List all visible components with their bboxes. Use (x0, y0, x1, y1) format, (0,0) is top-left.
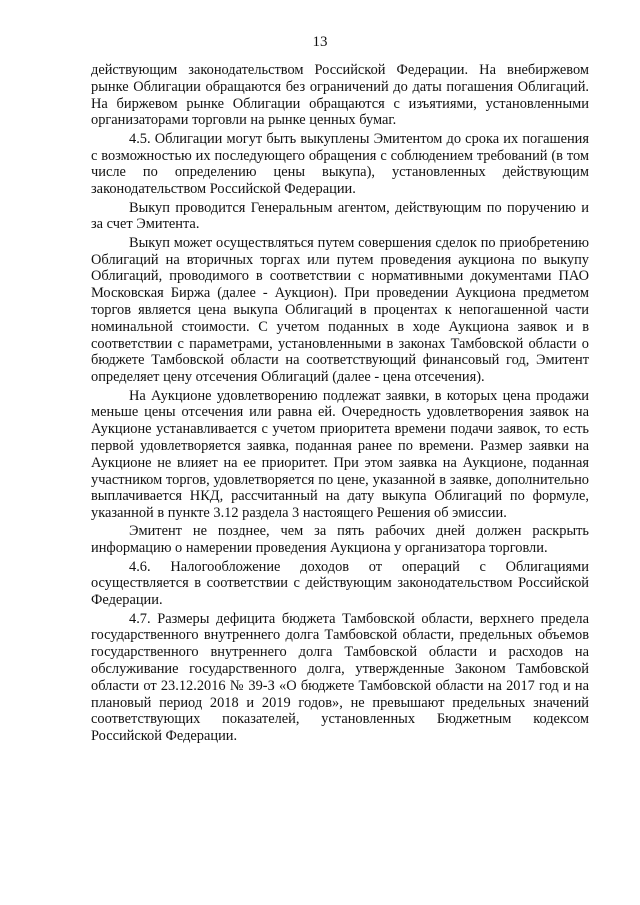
paragraph-auction-orders: На Аукционе удовлетворению подлежат заявки, в которых цена продажи меньше цены отсечения или равна ей. Очередность удовлетворения заявок на Аукционе устанавливается с учетом приоритета времени подачи заявок, то есть первой удовлетворяется заявка, поданная ранее по времени. Размер заявки на Аукционе не влияет на ее приоритет. При этом заявка на Аукционе, поданная участником торгов, удовлетворяется по цене, указанной в заявке, дополнительно выплачивается НКД, рассчитанный на дату выкупа Облигаций по формуле, указанной в пункте 3.12 раздела 3 настоящего Решения об эмиссии. (91, 387, 589, 522)
paragraph-buyback-methods: Выкуп может осуществляться путем совершения сделок по приобретению Облигаций на вторичных торгах или путем проведения аукциона по выкупу Облигаций, проводимого в соответствии с нормативными документами ПАО Московская Биржа (далее - Аукцион). При проведении Аукциона предметом торгов является цена выкупа Облигаций в процентах к непогашенной части номинальной стоимости. С учетом поданных в ходе Аукциона заявок и в соответствии с параметрами, установленными в законах Тамбовской области о бюджете Тамбовской области на соответствующий финансовый год, Эмитент определяет цену отсечения Облигаций (далее - цена отсечения). (91, 234, 589, 386)
document-body (91, 62, 589, 747)
page-number: 13 (312, 34, 328, 50)
paragraph-4-7: 4.7. Размеры дефицита бюджета Тамбовской области, верхнего предела государственного внутреннего долга Тамбовской области, предельных объемов государственного внутреннего долга Тамбовской области и расходов на обслуживание государственного долга, утвержденные Законом Тамбовской области от 23.12.2016 № 39-З «О бюджете Тамбовской области на 2017 год и на плановый период 2018 и 2019 годов», не превышают предельных значений соответствующих показателей, установленных Бюджетным кодексом Российской Федерации. (91, 610, 589, 745)
paragraph-4-6: 4.6. Налогообложение доходов от операций с Облигациями осуществляется в соответствии с действующим законодательством Российской Федерации. (91, 558, 589, 609)
paragraph-buyback-agent: Выкуп проводится Генеральным агентом, действующим по поручению и за счет Эмитента. (91, 199, 589, 233)
paragraph-auction-disclosure: Эмитент не позднее, чем за пять рабочих дней должен раскрыть информацию о намерении проведения Аукциона у организатора торговли. (91, 523, 589, 557)
paragraph-continuation: действующим законодательством Российской Федерации. На внебиржевом рынке Облигации обращаются без ограничений до даты погашения Облигаций. На биржевом рынке Облигации обращаются с изъятиями, установленными организаторами торговли на рынке ценных бумаг. (91, 62, 589, 129)
paragraph-4-5: 4.5. Облигации могут быть выкуплены Эмитентом до срока их погашения с возможностью их последующего обращения с соблюдением требований (в том числе по определению цены выкупа), установленных действующим законодательством Российской Федерации. (91, 130, 589, 198)
